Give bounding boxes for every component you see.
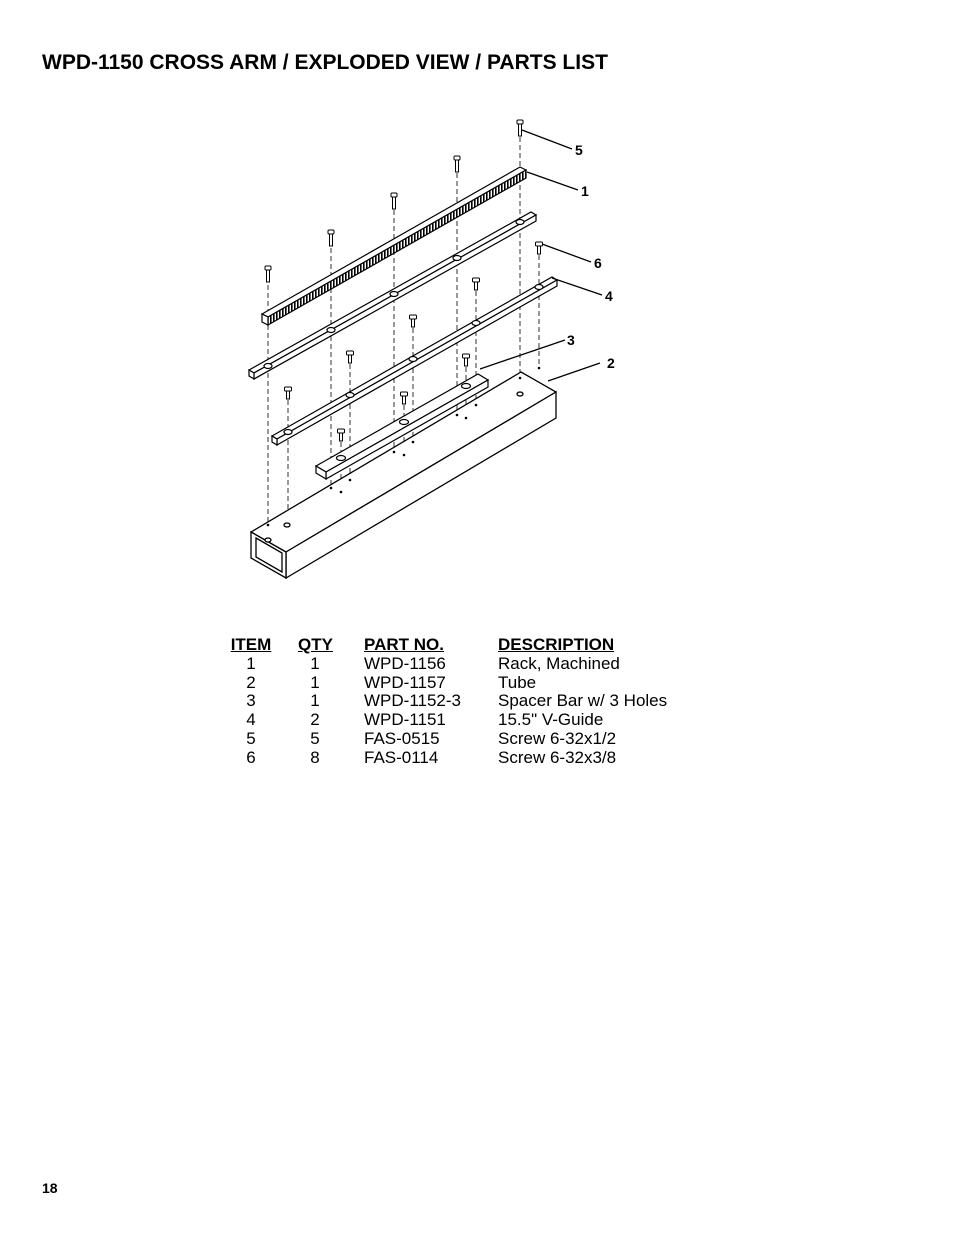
cell-qty: 1 xyxy=(310,672,320,692)
cell-part-no: WPD-1157 xyxy=(364,672,446,692)
cell-item: 4 xyxy=(246,710,256,730)
cell-item: 5 xyxy=(246,728,256,748)
cell-item: 3 xyxy=(246,691,256,711)
cell-qty: 2 xyxy=(310,710,320,730)
cell-qty: 1 xyxy=(310,691,320,711)
callout-5: 5 xyxy=(575,142,583,158)
cell-part-no: WPD-1151 xyxy=(364,710,446,730)
cell-qty: 8 xyxy=(310,747,320,767)
cell-qty: 5 xyxy=(310,728,320,748)
callout-1: 1 xyxy=(581,183,589,199)
callout-3: 3 xyxy=(567,332,575,348)
callout-2: 2 xyxy=(607,355,615,371)
page-number: 18 xyxy=(42,1180,58,1196)
cell-description: Rack, Machined xyxy=(498,653,620,673)
cell-description: Spacer Bar w/ 3 Holes xyxy=(498,691,668,711)
cell-part-no: FAS-0114 xyxy=(364,747,439,767)
callout-6: 6 xyxy=(594,255,602,271)
cell-description: Tube xyxy=(498,672,537,692)
header-item: ITEM xyxy=(230,635,272,654)
page-title: WPD-1150 CROSS ARM / EXPLODED VIEW / PARTS LIST xyxy=(42,51,608,74)
cell-item: 2 xyxy=(246,672,256,692)
cell-part-no: FAS-0515 xyxy=(364,728,440,748)
cell-part-no: WPD-1156 xyxy=(364,653,446,673)
cell-description: 15.5" V-Guide xyxy=(498,710,604,730)
cell-item: 1 xyxy=(246,653,256,673)
cell-part-no: WPD-1152-3 xyxy=(364,691,461,711)
header-description: DESCRIPTION xyxy=(498,635,615,654)
leader-lines xyxy=(480,130,602,381)
v-guide-upper-part xyxy=(249,212,536,379)
cell-item: 6 xyxy=(246,747,256,767)
cell-description: Screw 6-32x1/2 xyxy=(498,728,617,748)
header-part-no: PART NO. xyxy=(364,635,444,654)
header-qty: QTY xyxy=(298,635,333,654)
cell-qty: 1 xyxy=(310,653,320,673)
callout-4: 4 xyxy=(605,288,613,304)
cell-description: Screw 6-32x3/8 xyxy=(498,747,617,767)
